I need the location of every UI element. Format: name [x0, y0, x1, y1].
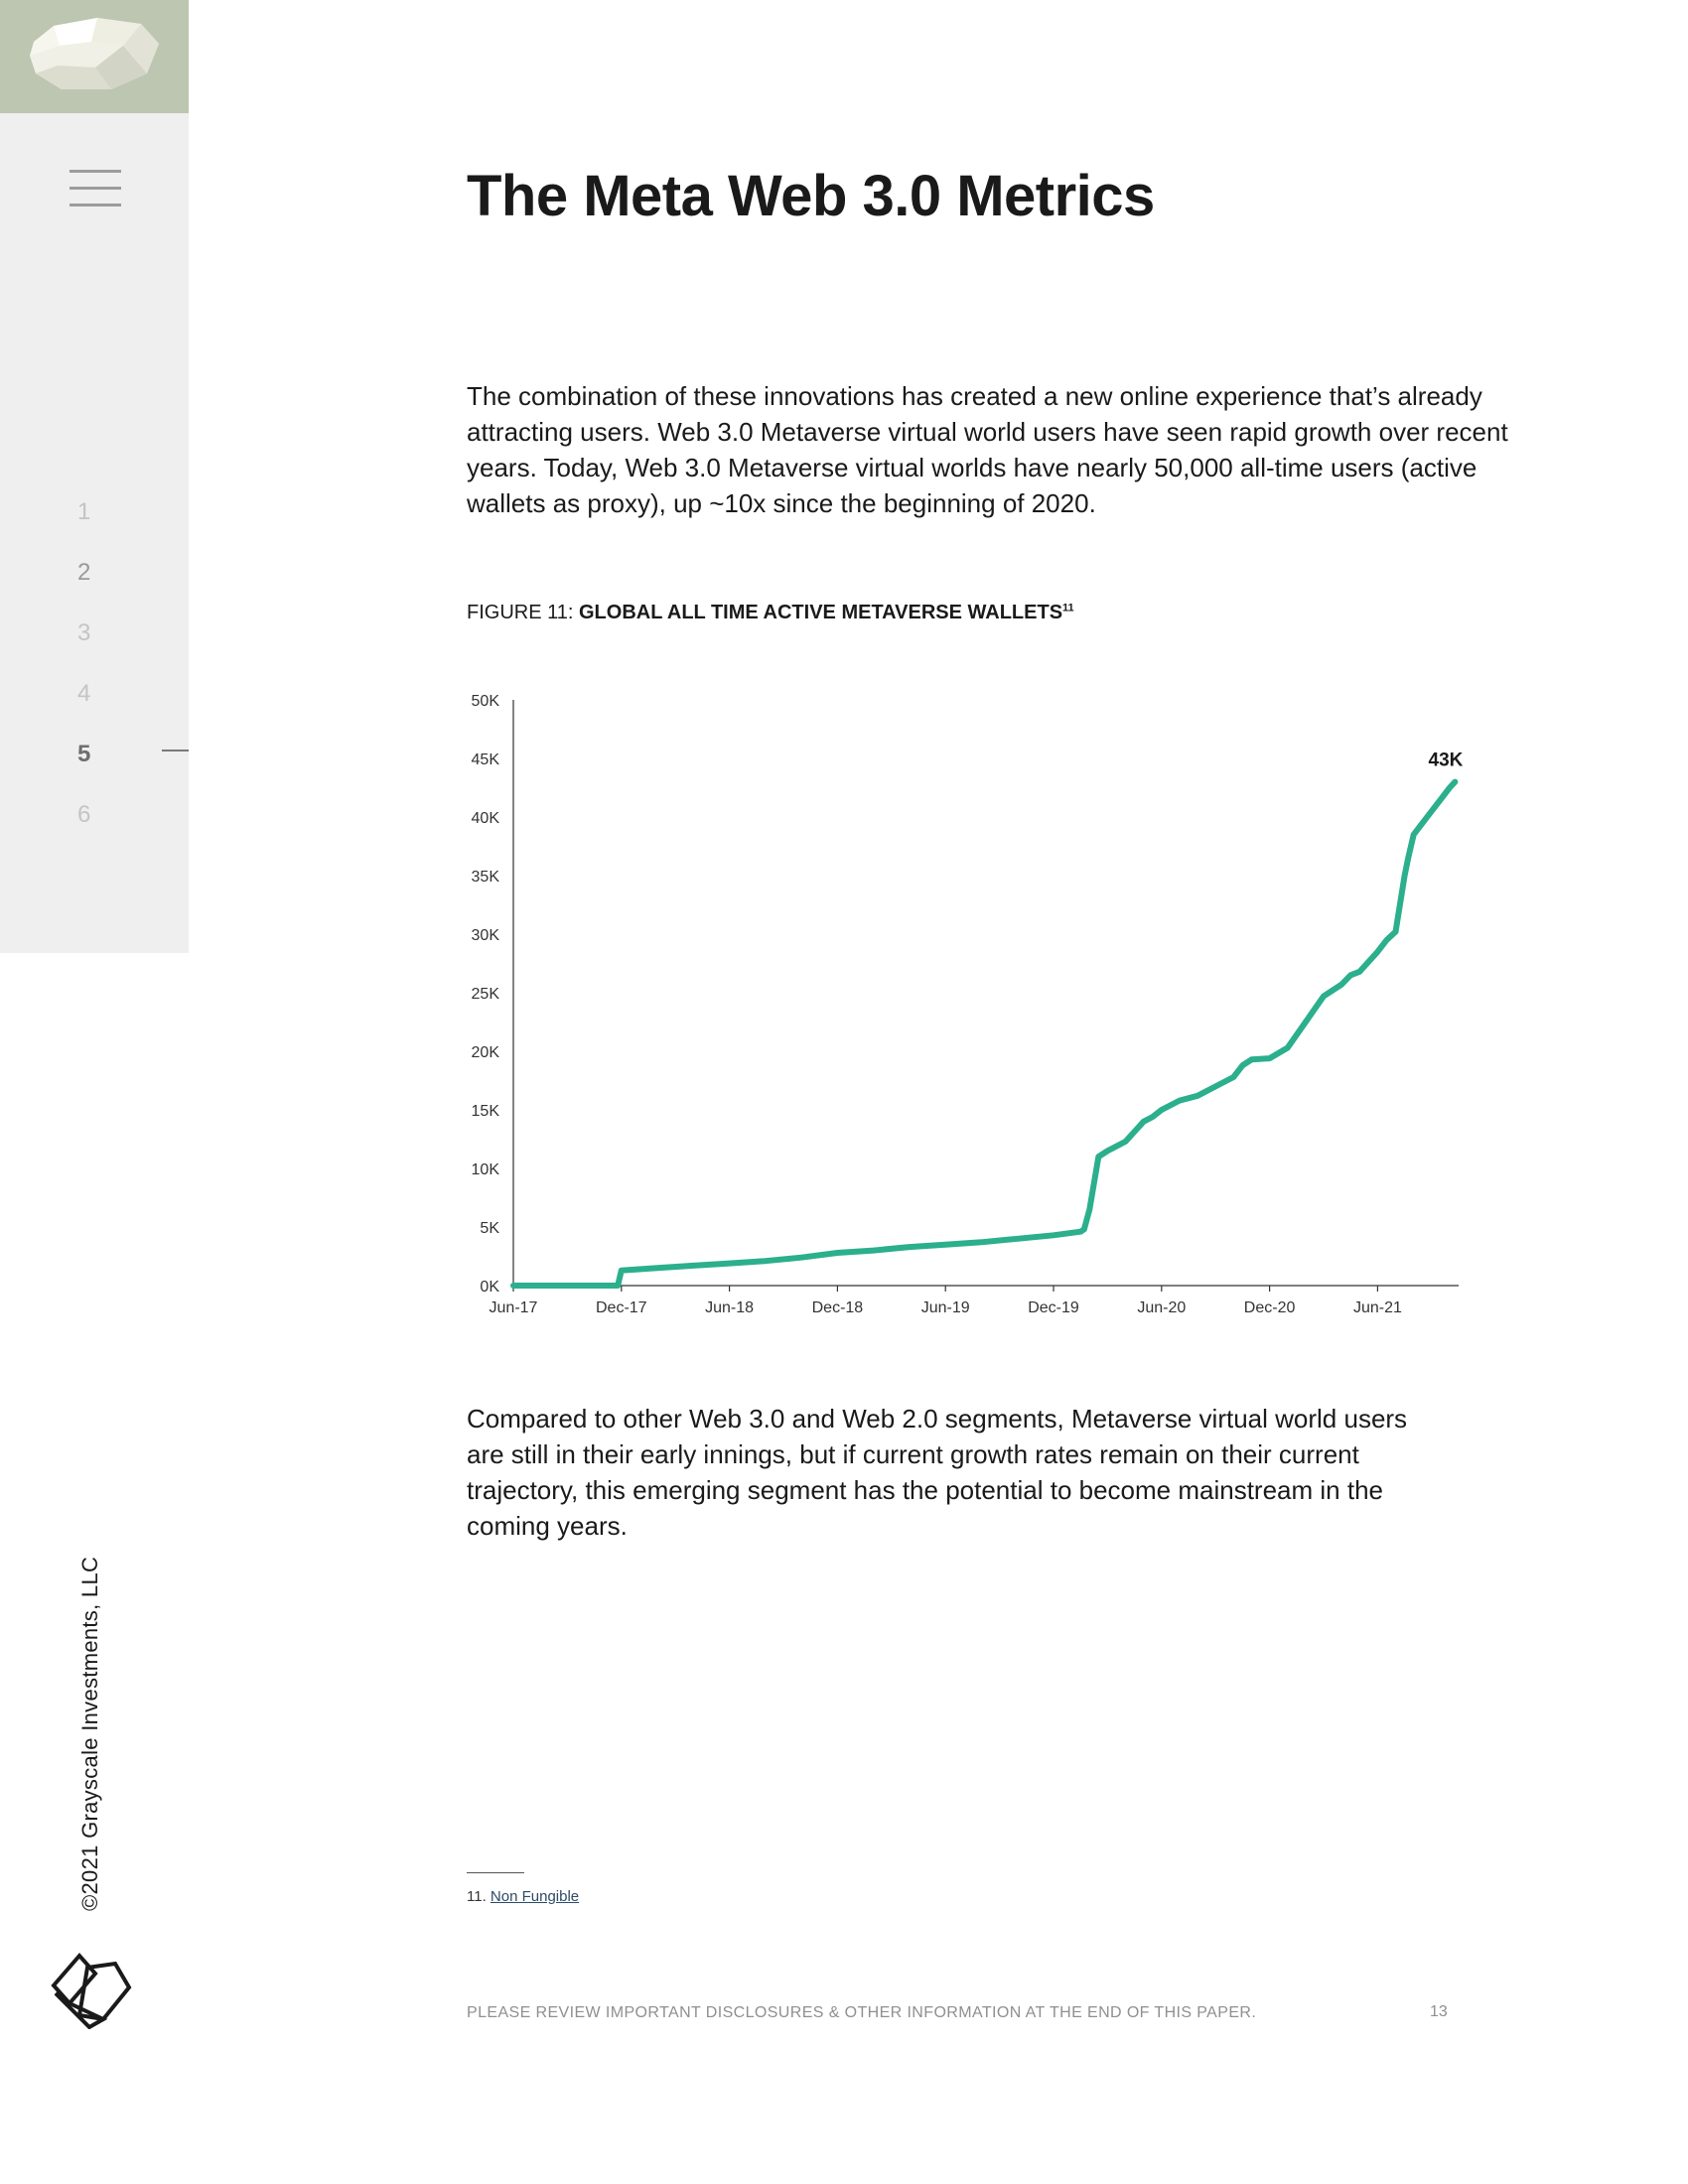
x-tick-label: Jun-18: [705, 1299, 755, 1316]
x-tick-label: Jun-17: [489, 1299, 538, 1316]
nav-item-2[interactable]: 2: [77, 559, 91, 586]
grayscale-logo-icon: [50, 1946, 133, 2029]
y-tick-label: 50K: [471, 693, 499, 710]
y-tick-label: 0K: [480, 1279, 499, 1296]
y-tick-label: 40K: [471, 810, 499, 827]
wallets-line-chart: [457, 675, 1489, 1320]
figure-title: GLOBAL ALL TIME ACTIVE METAVERSE WALLETS: [579, 602, 1063, 623]
hamburger-menu-icon[interactable]: [70, 170, 121, 209]
figure-label: FIGURE 11:: [467, 602, 579, 623]
y-tick-label: 30K: [471, 927, 499, 944]
nav-item-4[interactable]: 4: [77, 680, 91, 707]
x-tick-label: Jun-20: [1137, 1299, 1187, 1316]
intro-paragraph: The combination of these innovations has created a new online experience that’s already attracting users. Web 3.0 Metaverse virtual world users have seen rapid growth over recent years. Today, Web 3.0 Metaverse virtual worlds have nearly 50,000 all-time users (active wallets as proxy), up ~10x since the beginning of 2020.: [467, 381, 1508, 518]
x-tick-label: Jun-19: [920, 1299, 970, 1316]
disclosure-text: PLEASE REVIEW IMPORTANT DISCLOSURES & OTHER INFORMATION AT THE END OF THIS PAPER.: [467, 2004, 1257, 2021]
x-tick-label: Jun-21: [1352, 1299, 1402, 1316]
y-tick-label: 15K: [471, 1103, 499, 1120]
x-tick-label: Dec-18: [811, 1299, 864, 1316]
y-tick-label: 20K: [471, 1044, 499, 1061]
series-line: [513, 782, 1455, 1286]
footnote-divider: [467, 1872, 524, 1873]
y-tick-label: 10K: [471, 1161, 499, 1178]
nav-item-3[interactable]: 3: [77, 619, 91, 646]
closing-paragraph: Compared to other Web 3.0 and Web 2.0 segments, Metaverse virtual world users are still in their early innings, but if current growth rates remain on their current trajectory, this emerging segment has the potential to become mainstream in the coming years.: [467, 1404, 1408, 1541]
figure-caption: [467, 602, 1074, 624]
x-tick-label: Dec-20: [1243, 1299, 1296, 1316]
y-tick-label: 45K: [471, 751, 499, 768]
y-tick-label: 35K: [471, 869, 499, 886]
y-tick-label: 5K: [480, 1220, 499, 1237]
data-label: 43K: [1428, 750, 1464, 771]
sidebar: [0, 0, 189, 953]
footnote: [467, 1888, 579, 1905]
nav-item-5[interactable]: 5: [77, 741, 91, 767]
logo-tile: [0, 0, 189, 113]
page-number: 13: [1430, 2003, 1448, 2020]
x-tick-label: Dec-19: [1028, 1299, 1079, 1316]
page-title: The Meta Web 3.0 Metrics: [467, 164, 1155, 228]
footnote-number: 11.: [467, 1888, 491, 1905]
copyright-text: ©2021 Grayscale Investments, LLC: [77, 1556, 102, 1911]
footnote-link[interactable]: Non Fungible: [490, 1888, 580, 1905]
x-tick-label: Dec-17: [596, 1299, 647, 1316]
nav-item-6[interactable]: 6: [77, 801, 91, 828]
rock-logo-icon: [0, 0, 189, 113]
active-page-marker: [162, 750, 189, 751]
figure-footnote-ref: 11: [1062, 602, 1074, 614]
y-tick-label: 25K: [471, 986, 499, 1003]
nav-item-1[interactable]: 1: [77, 498, 91, 525]
